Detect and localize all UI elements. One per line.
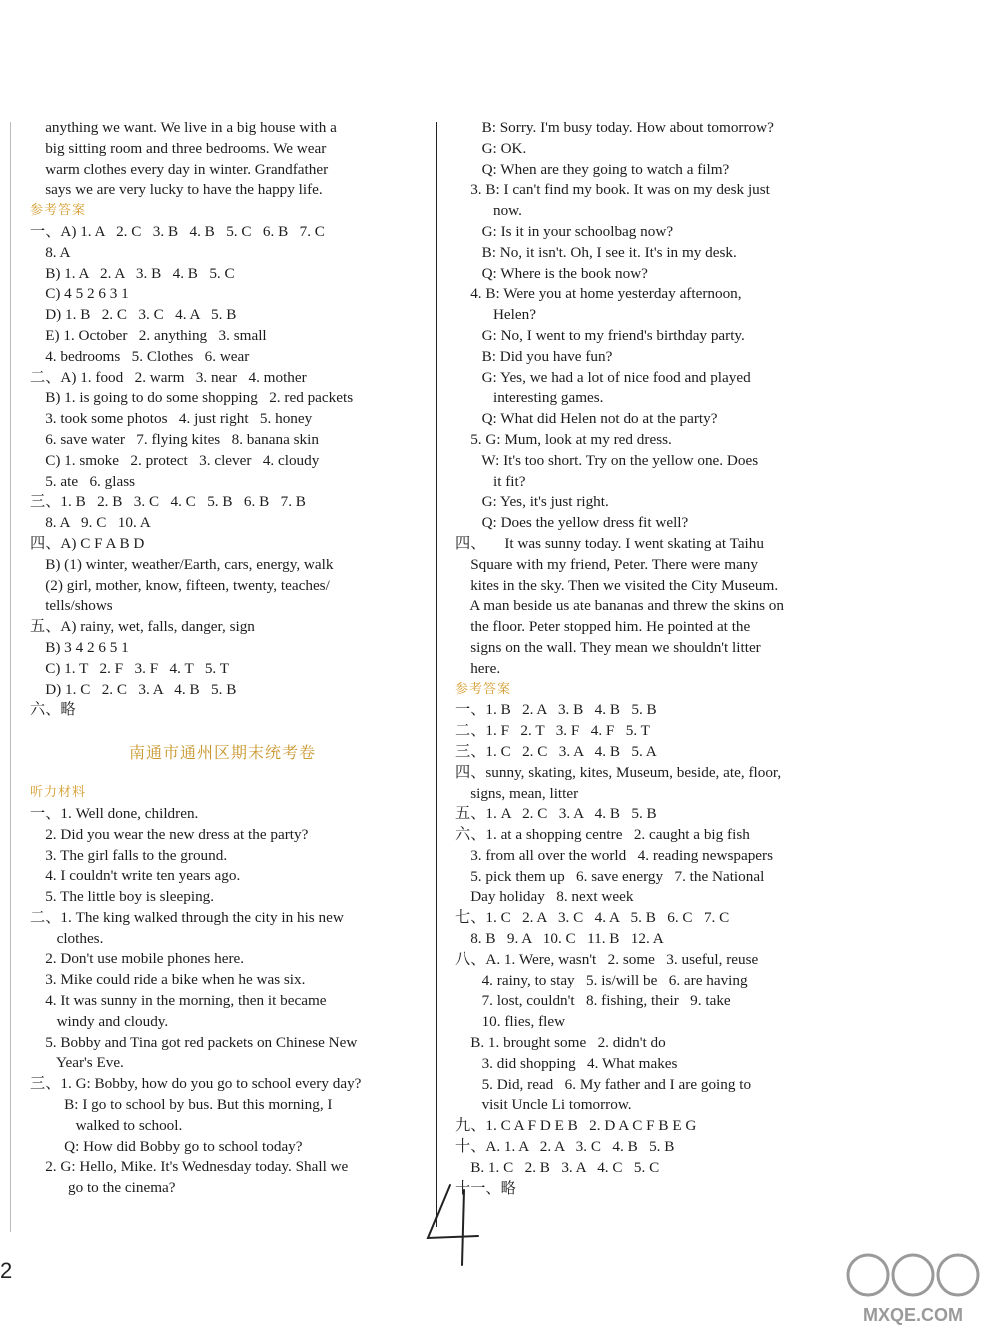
answer-line: 二、1. F 2. T 3. F 4. F 5. T — [455, 722, 650, 740]
text-line: big sitting room and three bedrooms. We wear — [30, 139, 327, 157]
answer-heading: 参考答案 — [455, 681, 512, 697]
dialogue-line: G: Is it in your schoolbag now? — [455, 222, 674, 240]
dialogue-line: it fit? — [455, 472, 526, 490]
dialogue-line: 4. B: Were you at home yesterday afternoon, — [455, 285, 742, 303]
answer-line: 3. did shopping 4. What makes — [455, 1054, 678, 1072]
answer-line: D) 1. B 2. C 3. C 4. A 5. B — [30, 306, 237, 324]
dialogue-line: G: Yes, it's just right. — [455, 493, 609, 511]
transcript-line: 三、1. G: Bobby, how do you go to school every day? — [30, 1075, 362, 1093]
right-column — [455, 118, 845, 1199]
answer-line: 5. pick them up 6. save energy 7. the National — [455, 867, 765, 885]
answer-line: 五、A) rainy, wet, falls, danger, sign — [30, 618, 255, 636]
answer-line: 8. B 9. A 10. C 11. B 12. A — [455, 930, 664, 948]
page-number: 2 — [0, 1258, 13, 1283]
dialogue-line: G: No, I went to my friend's birthday party. — [455, 326, 745, 344]
dialogue-line: G: OK. — [455, 139, 527, 157]
transcript-line: 5. The little boy is sleeping. — [30, 888, 215, 906]
answer-line: 三、1. B 2. B 3. C 4. C 5. B 6. B 7. B — [30, 493, 306, 511]
watermark-logo — [838, 1247, 988, 1331]
transcript-line: 5. Bobby and Tina got red packets on Chinese New — [30, 1033, 358, 1051]
passage-line: the floor. Peter stopped him. He pointed at the — [455, 618, 751, 636]
intro-paragraph — [30, 118, 415, 201]
transcript-line: clothes. — [30, 929, 104, 947]
answer-line: 3. took some photos 4. just right 5. honey — [30, 410, 313, 428]
passage-line: Square with my friend, Peter. There were many — [455, 555, 758, 573]
answer-line: 一、A) 1. A 2. C 3. B 4. B 5. C 6. B 7. C — [30, 222, 325, 240]
passage-line: 四、 It was sunny today. I went skating at Taihu — [455, 534, 764, 552]
answer-line: 四、sunny, skating, kites, Museum, beside, ate, floor, — [455, 763, 782, 781]
answer-line: B. 1. brought some 2. didn't do — [455, 1034, 666, 1052]
dialogue-transcript — [455, 118, 845, 534]
transcript-line: 4. I couldn't write ten years ago. — [30, 867, 241, 885]
transcript-line: Q: How did Bobby go to school today? — [30, 1137, 303, 1155]
transcript-line: 一、1. Well done, children. — [30, 804, 199, 822]
transcript-line: B: I go to school by bus. But this morning, I — [30, 1096, 333, 1114]
column-divider — [436, 122, 437, 1227]
watermark-text: MXQE.COM — [862, 1305, 964, 1325]
text-line: warm clothes every day in winter. Grandfather — [30, 160, 329, 178]
passage-line: signs on the wall. They mean we shouldn't litter — [455, 638, 761, 656]
dialogue-line: B: Did you have fun? — [455, 347, 613, 365]
answer-line: (2) girl, mother, know, fifteen, twenty, teaches/ — [30, 576, 330, 594]
transcript-line: windy and cloudy. — [30, 1012, 169, 1030]
handwritten-four-mark — [420, 1180, 490, 1270]
answer-line: E) 1. October 2. anything 3. small — [30, 326, 267, 344]
transcript-line: go to the cinema? — [30, 1179, 176, 1197]
answer-line: B. 1. C 2. B 3. A 4. C 5. C — [455, 1158, 660, 1176]
answer-line: 4. rainy, to stay 5. is/will be 6. are having — [455, 971, 748, 989]
answer-line: tells/shows — [30, 597, 113, 615]
dialogue-line: G: Yes, we had a lot of nice food and played — [455, 368, 751, 386]
dialogue-line: B: No, it isn't. Oh, I see it. It's in my desk. — [455, 243, 737, 261]
answer-line: 三、1. C 2. C 3. A 4. B 5. A — [455, 742, 657, 760]
transcript-line: 2. G: Hello, Mike. It's Wednesday today. Shall we — [30, 1158, 349, 1176]
answer-line: B) 1. is going to do some shopping 2. red packets — [30, 389, 354, 407]
answer-line: visit Uncle Li tomorrow. — [455, 1096, 632, 1114]
transcript-line: 2. Don't use mobile phones here. — [30, 950, 245, 968]
answer-line: 7. lost, couldn't 8. fishing, their 9. take — [455, 992, 731, 1010]
transcript-line: 3. The girl falls to the ground. — [30, 846, 228, 864]
dialogue-line: 5. G: Mum, look at my red dress. — [455, 430, 672, 448]
answer-line: 6. save water 7. flying kites 8. banana skin — [30, 430, 319, 448]
transcript-line: 3. Mike could ride a bike when he was six. — [30, 971, 306, 989]
dialogue-line: 3. B: I can't find my book. It was on my desk just — [455, 181, 770, 199]
answer-line: 四、A) C F A B D — [30, 534, 145, 552]
dialogue-line: Q: When are they going to watch a film? — [455, 160, 730, 178]
answer-line: 二、A) 1. food 2. warm 3. near 4. mother — [30, 368, 307, 386]
dialogue-line: W: It's too short. Try on the yellow one. Does — [455, 451, 759, 469]
dialogue-line: Q: Does the yellow dress fit well? — [455, 514, 689, 532]
dialogue-line: Helen? — [455, 306, 536, 324]
answer-line: 5. ate 6. glass — [30, 472, 136, 490]
answer-line: 4. bedrooms 5. Clothes 6. wear — [30, 347, 250, 365]
listening-heading: 听力材料 — [30, 785, 87, 801]
answer-line: signs, mean, litter — [455, 784, 579, 802]
answer-line: 5. Did, read 6. My father and I are going to — [455, 1075, 752, 1093]
exam-title: 南通市通州区期末统考卷 — [128, 743, 316, 763]
dialogue-line: B: Sorry. I'm busy today. How about tomorrow? — [455, 119, 774, 136]
answer-line: 8. A 9. C 10. A — [30, 514, 151, 532]
answer-line: 八、A. 1. Were, wasn't 2. some 3. useful, reuse — [455, 950, 759, 968]
transcript-line: 二、1. The king walked through the city in his new — [30, 908, 344, 926]
text-line: says we are very lucky to have the happy life. — [30, 181, 323, 199]
answer-list — [455, 700, 845, 1199]
transcript-line: 2. Did you wear the new dress at the party? — [30, 825, 309, 843]
transcript-line: walked to school. — [30, 1116, 183, 1134]
left-column — [30, 118, 415, 1199]
answer-line: 七、1. C 2. A 3. C 4. A 5. B 6. C 7. C — [455, 909, 730, 927]
answer-line: 10. flies, flew — [455, 1013, 566, 1031]
answer-line: 六、1. at a shopping centre 2. caught a big fish — [455, 826, 750, 844]
answer-line: 3. from all over the world 4. reading newspapers — [455, 846, 774, 864]
cloze-passage — [455, 534, 845, 680]
answer-line: C) 1. T 2. F 3. F 4. T 5. T — [30, 659, 230, 677]
dialogue-line: interesting games. — [455, 389, 604, 407]
listening-transcript — [30, 804, 415, 1199]
answer-line: 8. A — [30, 243, 71, 261]
answer-line: Day holiday 8. next week — [455, 888, 634, 906]
answer-line: D) 1. C 2. C 3. A 4. B 5. B — [30, 680, 237, 698]
answer-line: C) 1. smoke 2. protect 3. clever 4. cloudy — [30, 451, 320, 469]
answer-line: 十一、略 — [455, 1179, 516, 1197]
dialogue-line: now. — [455, 202, 522, 220]
answer-line: B) 3 4 2 6 5 1 — [30, 638, 129, 656]
answer-line: 一、1. B 2. A 3. B 4. B 5. B — [455, 701, 657, 719]
answer-list — [30, 222, 415, 721]
answer-heading: 参考答案 — [30, 203, 87, 219]
passage-line: kites in the sky. Then we visited the City Museum. — [455, 576, 779, 594]
text-line: anything we want. We live in a big house with a — [30, 119, 337, 136]
answer-line: B) (1) winter, weather/Earth, cars, energy, walk — [30, 555, 334, 573]
answer-line: C) 4 5 2 6 3 1 — [30, 285, 129, 303]
transcript-line: Year's Eve. — [30, 1054, 124, 1072]
answer-line: B) 1. A 2. A 3. B 4. B 5. C — [30, 264, 235, 282]
dialogue-line: Q: Where is the book now? — [455, 264, 648, 282]
answer-line: 九、1. C A F D E B 2. D A C F B E G — [455, 1117, 697, 1135]
answer-line: 十、A. 1. A 2. A 3. C 4. B 5. B — [455, 1138, 675, 1156]
answer-line: 五、1. A 2. C 3. A 4. B 5. B — [455, 805, 657, 823]
transcript-line: 4. It was sunny in the morning, then it became — [30, 992, 327, 1010]
passage-line: here. — [455, 659, 501, 677]
dialogue-line: Q: What did Helen not do at the party? — [455, 410, 718, 428]
passage-line: A man beside us ate bananas and threw the skins on — [455, 597, 784, 615]
binding-edge-line — [10, 122, 11, 1232]
answer-line: 六、略 — [30, 701, 76, 719]
